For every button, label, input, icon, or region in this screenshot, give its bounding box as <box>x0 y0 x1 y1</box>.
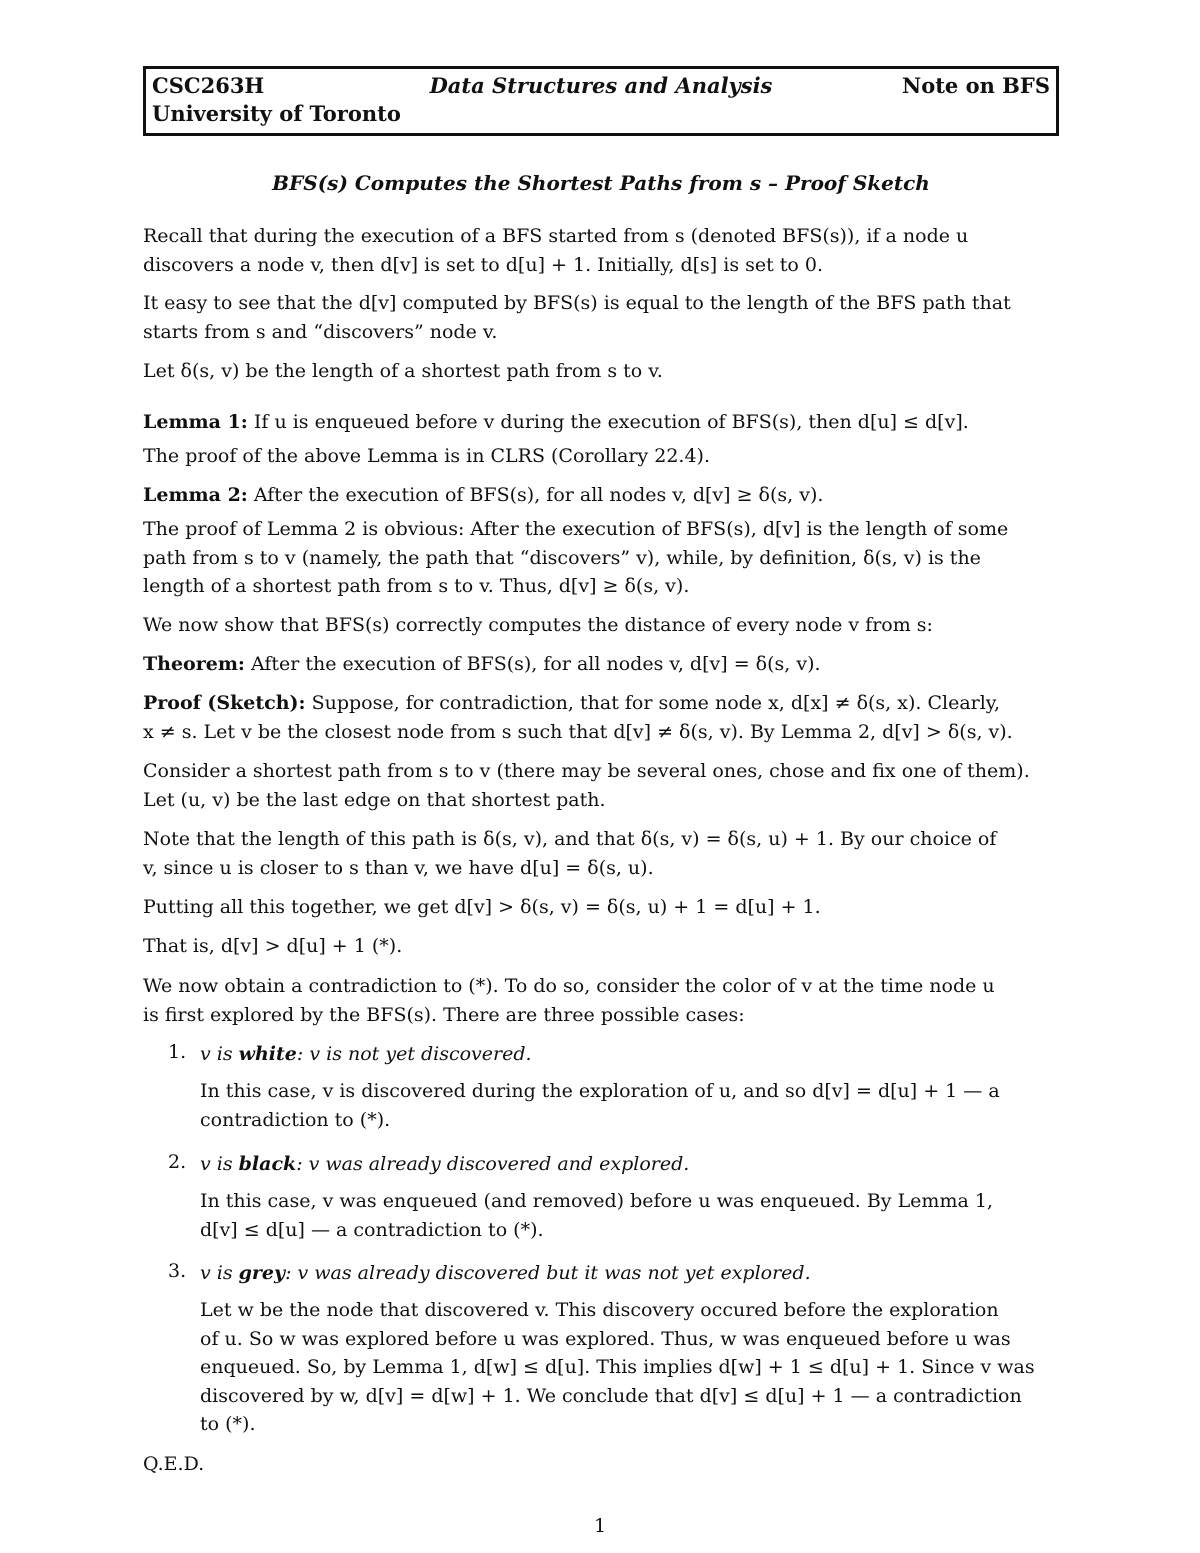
qed-text: Q.E.D. <box>143 1453 205 1475</box>
text-line: Recall that during the execution of a BFS started from s (denoted BFS(s)), if a node u <box>143 225 969 247</box>
text-line: path from s to v (namely, the path that “discovers” v), while, by definition, δ(s, v) is the <box>143 546 981 569</box>
document-title: BFS(s) Computes the Shortest Paths from s – Proof Sketch <box>272 171 930 195</box>
text-line: In this case, v was enqueued (and removed) before u was enqueued. By Lemma 1, <box>200 1190 993 1212</box>
paragraph-obtain <box>143 972 1059 1029</box>
text-line: Putting all this together, we get d[v] > δ(s, v) = δ(s, u) + 1 = d[u] + 1. <box>143 896 821 918</box>
case-1-body <box>200 1077 1059 1134</box>
text-line: Note that the length of this path is δ(s, v), and that δ(s, v) = δ(s, u) + 1. By our choice of <box>143 828 997 850</box>
lemma-1-label: Lemma 1: <box>143 411 248 433</box>
qed <box>143 1450 1059 1479</box>
case-color-white: white <box>238 1043 297 1065</box>
lemma-1 <box>143 408 1059 437</box>
course-code: CSC263H <box>152 73 265 98</box>
text-line: of u. So w was explored before u was explored. Thus, w was enqueued before u was <box>200 1327 1011 1350</box>
theorem-label: Theorem: <box>143 653 245 675</box>
case-heading-pre: v is <box>200 1153 239 1175</box>
text-line: enqueued. So, by Lemma 1, d[w] ≤ d[u]. This implies d[w] + 1 ≤ d[u] + 1. Since v was <box>200 1356 1035 1378</box>
case-color-black: black <box>238 1153 297 1175</box>
proof-sketch <box>143 689 1059 746</box>
text-line: discovers a node v, then d[v] is set to d[u] + 1. Initially, d[s] is set to 0. <box>143 253 824 276</box>
header-box <box>143 66 1059 136</box>
paragraph-note <box>143 825 1059 882</box>
case-1-heading <box>200 1040 1059 1069</box>
text-line: is first explored by the BFS(s). There are three possible cases: <box>143 1003 745 1026</box>
case-2-heading <box>200 1150 1059 1179</box>
case-2-body <box>200 1187 1059 1244</box>
note-title: Note on BFS <box>902 73 1050 98</box>
case-number: 3. <box>168 1260 187 1282</box>
lemma-2-text: After the execution of BFS(s), for all nodes v, d[v] ≥ δ(s, v). <box>247 484 824 506</box>
text-line: x ≠ s. Let v be the closest node from s such that d[v] ≠ δ(s, v). By Lemma 2, d[v] > δ(s, v). <box>143 720 1013 743</box>
proof-label: Proof (Sketch): <box>143 692 306 714</box>
text-line: The proof of the above Lemma is in CLRS (Corollary 22.4). <box>143 445 711 467</box>
paragraph-show <box>143 611 1059 640</box>
case-number: 1. <box>168 1041 187 1063</box>
lemma-2-label: Lemma 2: <box>143 484 248 506</box>
theorem-text: After the execution of BFS(s), for all nodes v, d[v] = δ(s, v). <box>244 653 821 675</box>
text-line: The proof of Lemma 2 is obvious: After the execution of BFS(s), d[v] is the length of some <box>143 518 1009 540</box>
university-name: University of Toronto <box>152 101 401 126</box>
text-line: Let (u, v) be the last edge on that shortest path. <box>143 788 606 811</box>
lemma-1-text: If u is enqueued before v during the execution of BFS(s), then d[u] ≤ d[v]. <box>247 411 969 433</box>
text-line: We now obtain a contradiction to (*). To do so, consider the color of v at the time node u <box>143 975 995 997</box>
text-line: discovered by w, d[v] = d[w] + 1. We conclude that d[v] ≤ d[u] + 1 — a contradiction <box>200 1384 1022 1407</box>
text-line: Consider a shortest path from s to v (there may be several ones, chose and fix one of them). <box>143 760 1030 782</box>
case-3-heading <box>200 1259 1059 1288</box>
case-heading-post: : v is not yet discovered. <box>296 1043 532 1065</box>
text-line: Let δ(s, v) be the length of a shortest path from s to v. <box>143 360 663 382</box>
paragraph-putting <box>143 893 1059 922</box>
case-3-body <box>200 1296 1059 1439</box>
case-color-grey: grey <box>238 1262 286 1284</box>
page-number: 1 <box>593 1515 607 1537</box>
text-line: In this case, v is discovered during the exploration of u, and so d[v] = d[u] + 1 — a <box>200 1080 1000 1102</box>
paragraph-recall <box>143 222 1059 279</box>
case-heading-pre: v is <box>200 1043 239 1065</box>
case-heading-pre: v is <box>200 1262 239 1284</box>
lemma-2 <box>143 481 1059 510</box>
paragraph-easy <box>143 289 1059 346</box>
course-subject: Data Structures and Analysis <box>429 73 773 98</box>
proof-text: Suppose, for contradiction, that for some node x, d[x] ≠ δ(s, x). Clearly, <box>305 692 1001 714</box>
text-line: v, since u is closer to s than v, we have d[u] = δ(s, u). <box>143 856 654 879</box>
paragraph-delta-def <box>143 357 1059 386</box>
text-line: That is, d[v] > d[u] + 1 (*). <box>143 935 403 957</box>
case-number: 2. <box>168 1151 187 1173</box>
text-line: to (*). <box>200 1413 256 1435</box>
text-line: It easy to see that the d[v] computed by BFS(s) is equal to the length of the BFS path that <box>143 292 1011 314</box>
text-line: starts from s and “discovers” node v. <box>143 320 498 343</box>
text-line: contradiction to (*). <box>200 1108 391 1131</box>
text-line: length of a shortest path from s to v. Thus, d[v] ≥ δ(s, v). <box>143 575 690 597</box>
text-line: d[v] ≤ d[u] — a contradiction to (*). <box>200 1218 544 1241</box>
paragraph-consider <box>143 757 1059 814</box>
lemma-1-proof <box>143 442 1059 471</box>
text-line: Let w be the node that discovered v. This discovery occured before the exploration <box>200 1299 999 1321</box>
lemma-2-proof <box>143 515 1059 601</box>
case-heading-post: : v was already discovered and explored. <box>296 1153 690 1175</box>
paragraph-thatis <box>143 932 1059 961</box>
theorem <box>143 650 1059 679</box>
case-heading-post: : v was already discovered but it was not yet explored. <box>285 1262 811 1284</box>
text-line: We now show that BFS(s) correctly computes the distance of every node v from s: <box>143 614 933 636</box>
